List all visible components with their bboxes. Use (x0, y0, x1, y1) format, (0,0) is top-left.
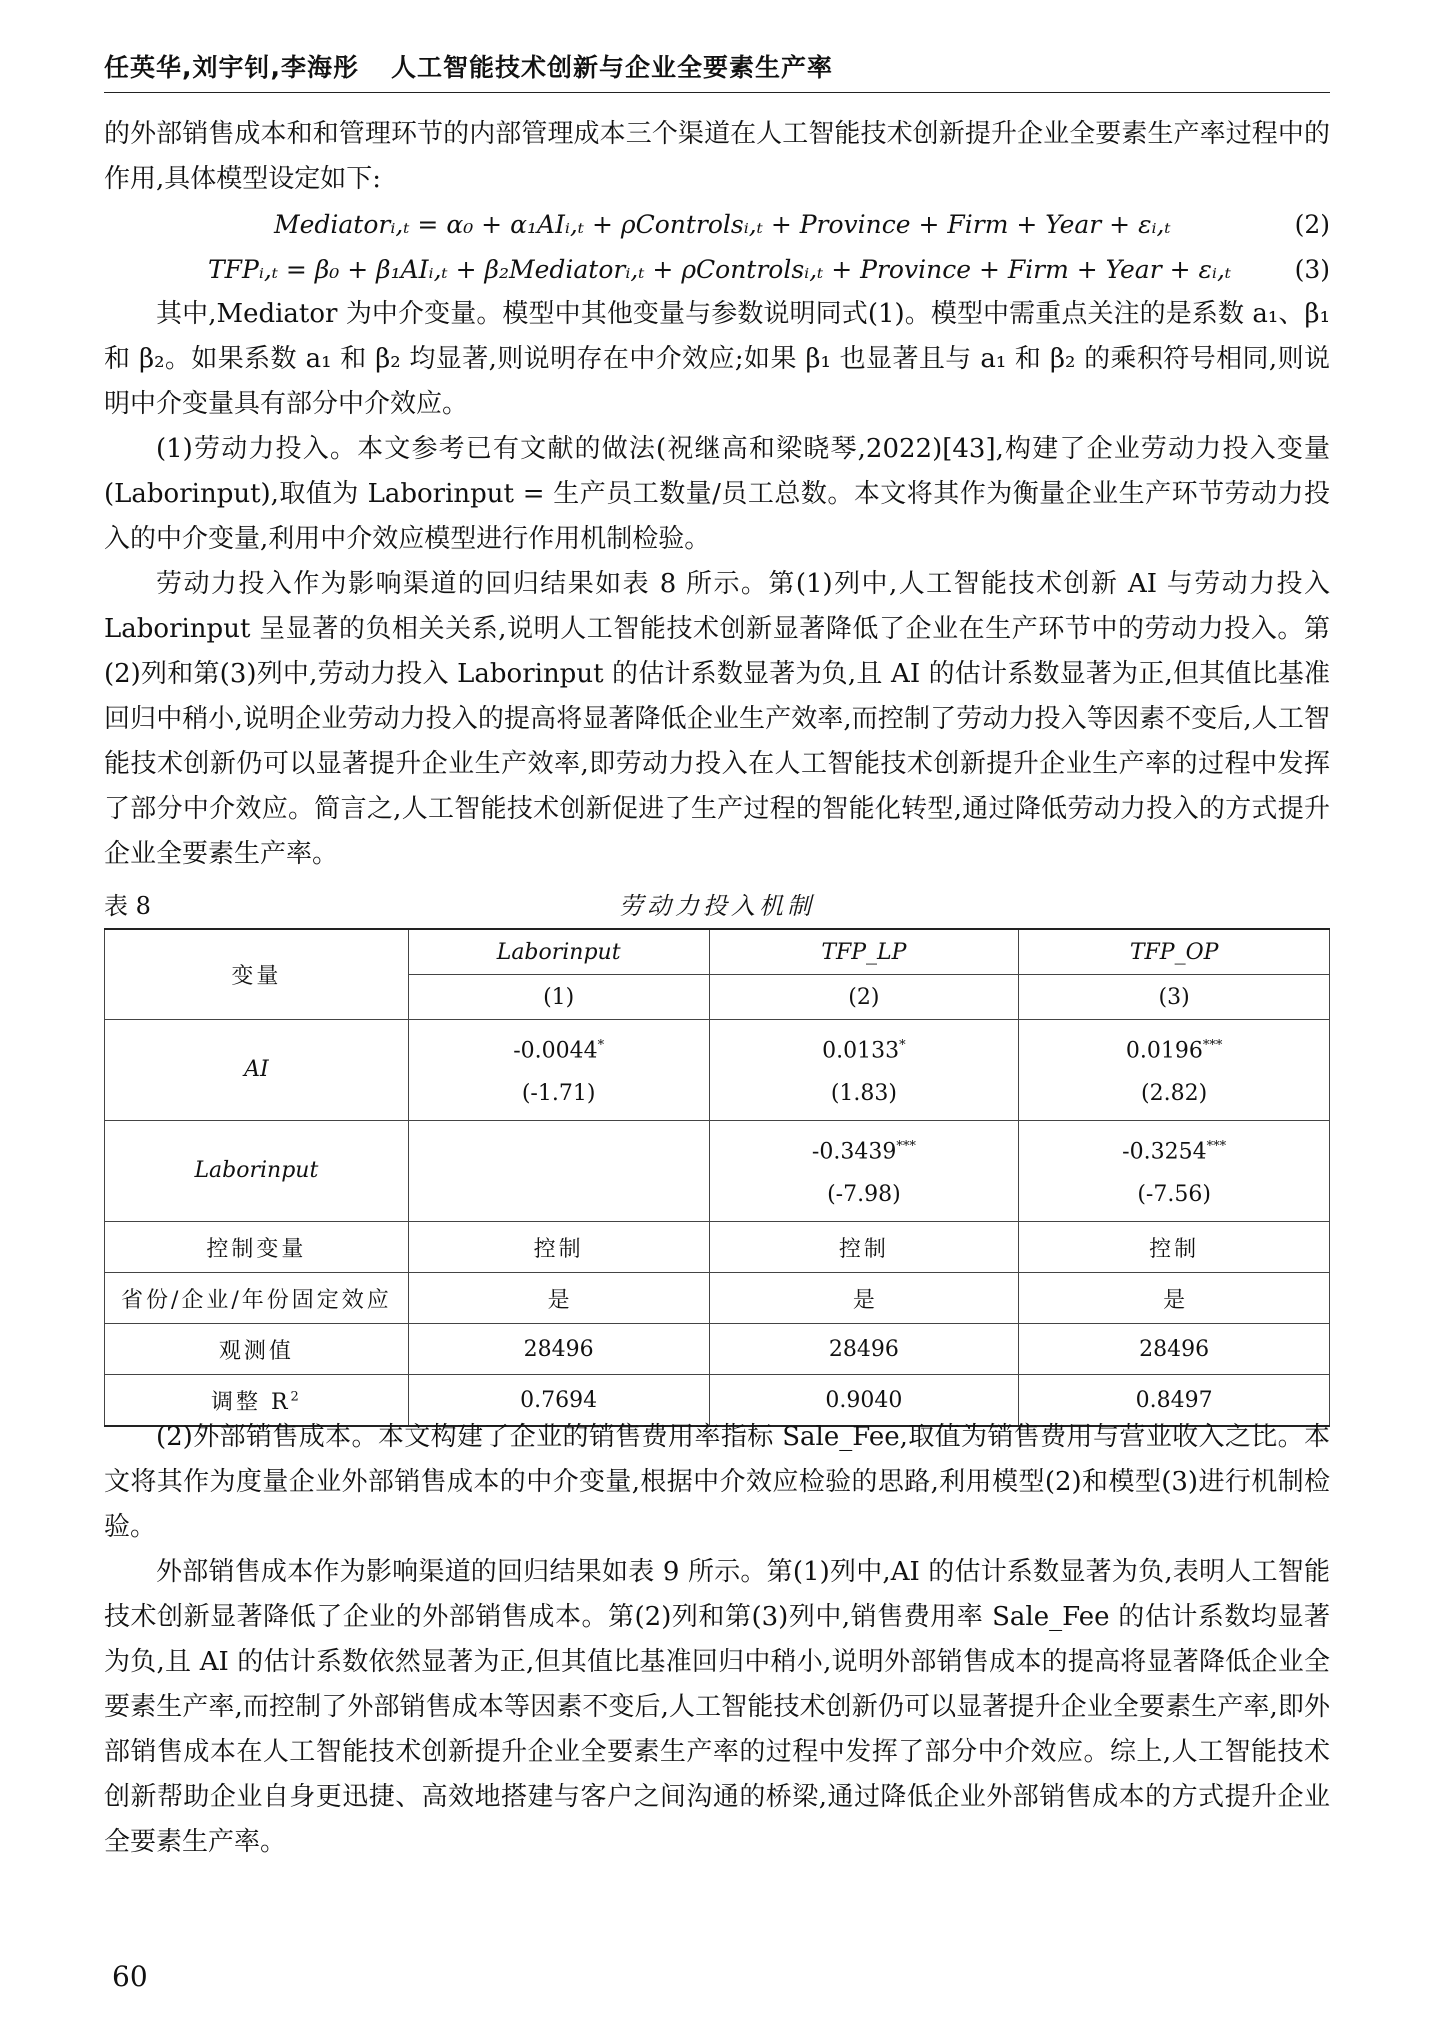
paragraph-sales-cost: (2)外部销售成本。本文构建了企业的销售费用率指标 Sale_Fee,取值为销售费用与营业收入之比。本文将其作为度量企业外部销售成本的中介变量,根据中介效应检验的思路,利用模型(2)和模型(3)进行机制检验。 (104, 1422, 1330, 1542)
lower-body (104, 1415, 1330, 1865)
fixed-effects-row (105, 1273, 1330, 1324)
row-label: 观测值 (105, 1324, 409, 1375)
t-statistic: (-7.98) (827, 1181, 901, 1207)
r2-label: 调整 R (210, 1389, 291, 1415)
laborinput-row (105, 1121, 1330, 1222)
column-header: TFP_LP (709, 929, 1019, 975)
header-authors: 任英华,刘宇钊,李海彤 (104, 53, 359, 82)
column-header: Laborinput (408, 929, 709, 975)
coefficient: 0.0133 (822, 1038, 900, 1064)
table-cell: 是 (1019, 1273, 1330, 1324)
t-statistic: (-7.56) (1137, 1181, 1211, 1207)
row-label: AI (105, 1020, 409, 1121)
significance-stars: *** (1202, 1038, 1223, 1054)
column-header: TFP_OP (1019, 929, 1330, 975)
paragraph-labor-results: 劳动力投入作为影响渠道的回归结果如表 8 所示。第(1)列中,人工智能技术创新 AI 与劳动力投入 Laborinput 呈显著的负相关关系,说明人工智能技术创新显著降低了企业在生产环节中的劳动力投入。第(2)列和第(3)列中,劳动力投入 Laborinput 的估计系数显著为负,且 AI 的估计系数显著为正,但其值比基准回归中稍小,说明企业劳动力投入的提高将显著降低企业生产效率,而控制了劳动力投入等因素不变后,人工智能技术创新仍可以显著提升企业生产效率,即劳动力投入在人工智能技术创新提升企业生产率的过程中发挥了部分中介效应。简言之,人工智能技术创新促进了生产过程的智能化转型,通过降低劳动力投入的方式提升企业全要素生产率。 (104, 569, 1330, 869)
variable-header: 变量 (105, 929, 409, 1020)
upper-body (104, 112, 1330, 877)
intro-paragraph: 的外部销售成本和和管理环节的内部管理成本三个渠道在人工智能技术创新提升企业全要素生产率过程中的作用,具体模型设定如下: (104, 119, 1330, 194)
table-title: 劳动力投入机制 (619, 892, 815, 920)
table-cell: 控制 (408, 1222, 709, 1273)
table-cell: 0.8497 (1019, 1375, 1330, 1427)
table-cell: 0.7694 (408, 1375, 709, 1427)
equation-3 (104, 247, 1330, 292)
equation-2-body: Mediatorᵢ,ₜ = α₀ + α₁AIᵢ,ₜ + ρControlsᵢ,ₜ + Province + Firm + Year + εᵢ,ₜ (274, 210, 1171, 239)
t-statistic: (2.82) (1141, 1080, 1208, 1106)
column-number: (3) (1019, 975, 1330, 1020)
table-cell (408, 1020, 709, 1121)
paragraph-mediator: 其中,Mediator 为中介变量。模型中其他变量与参数说明同式(1)。模型中需重点关注的是系数 a₁、β₁ 和 β₂。如果系数 a₁ 和 β₂ 均显著,则说明存在中介效应;如果 β₁ 也显著且与 a₁ 和 β₂ 的乘积符号相同,则说明中介变量具有部分中介效应。 (104, 299, 1330, 419)
coefficient: -0.3439 (811, 1139, 897, 1165)
table-cell (1019, 1020, 1330, 1121)
page-number: 60 (112, 1960, 148, 1993)
row-label: 省份/企业/年份固定效应 (105, 1273, 409, 1324)
observations-row (105, 1324, 1330, 1375)
table-header-row (105, 929, 1330, 975)
row-label: 控制变量 (105, 1222, 409, 1273)
t-statistic: (-1.71) (521, 1080, 596, 1106)
table-cell: 0.9040 (709, 1375, 1019, 1427)
table-cell: 28496 (709, 1324, 1019, 1375)
table-caption (104, 886, 1330, 926)
table-cell (709, 1020, 1019, 1121)
significance-stars: *** (896, 1139, 916, 1155)
equation-2 (104, 202, 1330, 247)
controls-row (105, 1222, 1330, 1273)
table-cell: 是 (408, 1273, 709, 1324)
table-number: 表 8 (104, 892, 151, 920)
equation-2-number: (2) (1294, 210, 1330, 239)
r2-superscript: 2 (290, 1389, 302, 1405)
table-cell: 28496 (1019, 1324, 1330, 1375)
significance-stars: * (899, 1038, 906, 1054)
coefficient: -0.0044 (513, 1038, 598, 1064)
column-number: (2) (709, 975, 1019, 1020)
equation-3-number: (3) (1294, 255, 1330, 284)
ai-row (105, 1020, 1330, 1121)
row-label: Laborinput (105, 1121, 409, 1222)
table-cell: 28496 (408, 1324, 709, 1375)
equation-3-body: TFPᵢ,ₜ = β₀ + β₁AIᵢ,ₜ + β₂Mediatorᵢ,ₜ + ρControlsᵢ,ₜ + Province + Firm + Year + εᵢ,ₜ (208, 255, 1232, 284)
table-cell: 是 (709, 1273, 1019, 1324)
table-cell (709, 1121, 1019, 1222)
header-title: 人工智能技术创新与企业全要素生产率 (391, 53, 834, 82)
column-number: (1) (408, 975, 709, 1020)
paragraph-sales-results: 外部销售成本作为影响渠道的回归结果如表 9 所示。第(1)列中,AI 的估计系数显著为负,表明人工智能技术创新显著降低了企业的外部销售成本。第(2)列和第(3)列中,销售费用率 Sale_Fee 的估计系数均显著为负,且 AI 的估计系数依然显著为正,但其值比基准回归中稍小,说明外部销售成本的提高将显著降低企业全要素生产率,而控制了外部销售成本等因素不变后,人工智能技术创新仍可以显著提升企业全要素生产率,即外部销售成本在人工智能技术创新提升企业全要素生产率的过程中发挥了部分中介效应。综上,人工智能技术创新帮助企业自身更迅捷、高效地搭建与客户之间沟通的桥梁,通过降低企业外部销售成本的方式提升企业全要素生产率。 (104, 1557, 1330, 1857)
coefficient: 0.0196 (1125, 1038, 1203, 1064)
table-cell: 控制 (709, 1222, 1019, 1273)
t-statistic: (1.83) (830, 1080, 897, 1106)
paragraph-labor-input: (1)劳动力投入。本文参考已有文献的做法(祝继高和梁晓琴,2022)[43],构建了企业劳动力投入变量(Laborinput),取值为 Laborinput = 生产员工数量/员工总数。本文将其作为衡量企业生产环节劳动力投入的中介变量,利用中介效应模型进行作用机制检验。 (104, 434, 1330, 554)
table-cell (408, 1121, 709, 1222)
coefficient: -0.3254 (1122, 1139, 1207, 1165)
running-header (104, 46, 1330, 93)
table-cell (1019, 1121, 1330, 1222)
significance-stars: * (597, 1038, 605, 1054)
regression-table (104, 928, 1330, 1427)
table-cell: 控制 (1019, 1222, 1330, 1273)
significance-stars: *** (1206, 1139, 1227, 1155)
